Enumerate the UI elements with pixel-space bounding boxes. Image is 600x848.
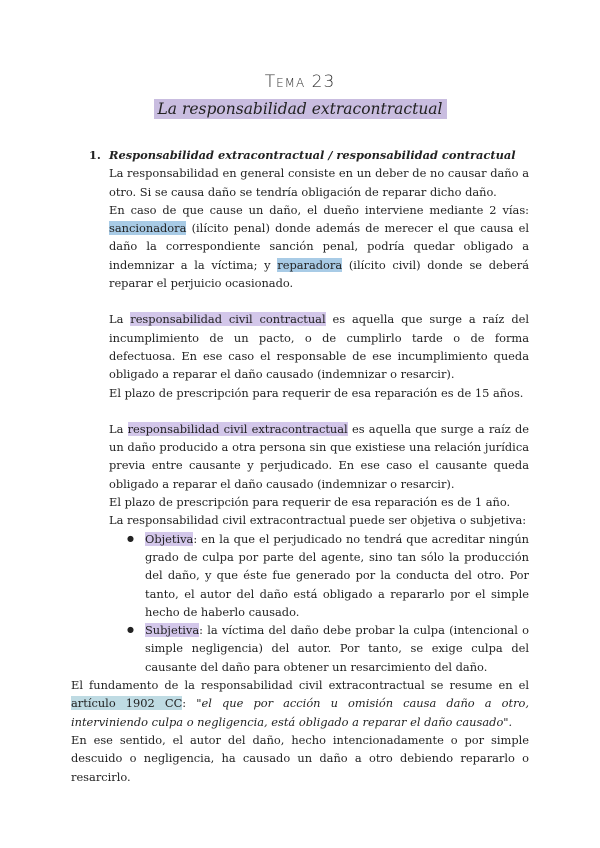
paragraph-text: La [109,312,124,327]
bullet-text: : la víctima del daño debe probar la culpa (intencional o simple negligencia) del autor. Por tanto, se exige culpa del causante del daño para obtener un resarcimiento del daño. [145,623,529,674]
highlight-subjetiva: Subjetiva [145,623,200,638]
paragraph-text: La [109,421,124,436]
page-subtitle: La responsabilidad extracontractual [154,99,447,119]
paragraph-definition: La responsabilidad en general consiste en un deber de no causar daño a otro. Si se causa daño se tendría obligación de reparar dicho daño. [109,166,529,199]
highlight-articulo: artículo 1902 CC [71,696,183,711]
paragraph-conclusion: En ese sentido, el autor del daño, hecho intencionadamente o por simple descuido o negligencia, ha causado un daño a otro debiendo repararlo o resarcirlo. [71,732,529,784]
highlight-reparadora: reparadora [277,257,343,272]
paragraph-prescription-15: El plazo de prescripción para requerir de esa reparación es de 15 años. [109,385,524,400]
list-item-objetiva [127,530,529,621]
spacer [71,402,529,420]
paragraph-contractual [109,310,529,383]
paragraph-extracontractual [109,420,529,493]
highlight-contractual: responsabilidad civil contractual [130,312,326,327]
subtitle-wrapper [0,99,600,119]
paragraph-prescription-1: El plazo de prescripción para requerir de esa reparación es de 1 año. [109,495,511,510]
highlight-sancionadora: sancionadora [109,221,187,236]
paragraph-text: : [182,696,187,711]
spacer [71,292,529,310]
paragraph-text: es aquella que surge a raíz de un daño producido a otra persona sin que existiese una relación jurídica previa entre causante y perjudicado. En ese caso el causante queda obligado a reparar el daño causado (indemnizar o resarcir). [109,421,530,491]
paragraph-text: El fundamento de la responsabilidad civil extracontractual se resume en el [71,678,529,693]
paragraph-vias [109,201,529,292]
section-heading-text: Responsabilidad extracontractual / responsabilidad contractual [109,148,516,162]
paragraph-text: es aquella que surge a raíz del incumplimiento de un pacto, o de cumplirlo tarde o de forma defectuosa. En ese caso el responsable de ese incumplimiento queda obligado a reparar el daño causado (indemnizar o resarcir). [109,312,529,382]
highlight-extracontractual: responsabilidad civil extracontractual [127,421,348,436]
paragraph-types: La responsabilidad civil extracontractual puede ser objetiva o subjetiva: [109,513,527,528]
highlight-objetiva: Objetiva [145,531,194,546]
paragraph-text: (ilícito civil) donde se deberá reparar el perjuicio ocasionado. [109,257,530,291]
paragraph-fundamento [71,676,529,731]
bullet-text: : en la que el perjudicado no tendrá que acreditar ningún grado de culpa por parte del agente, sino tan sólo la producción del daño, y que éste fue generado por la conducta del otro. Por tanto, el autor del daño está obligado a repararlo por el simple hecho de haberlo causado. [145,531,529,619]
quote-articulo: "el que por acción u omisión causa daño a otro, interviniendo culpa o negligencia, está obligado a reparar el daño causado". [71,696,529,729]
paragraph-text: (ilícito penal) donde además de merecer el que causa el daño la correspondiente sanción penal, podría quedar obligado a indemnizar a la víctima; y [109,221,529,272]
list-item-subjetiva [127,621,529,676]
section-heading [89,146,529,164]
types-list [127,530,529,676]
page-title: Tema 23 [264,72,336,92]
paragraph-text: En caso de que cause un daño, el dueño interviene mediante 2 vías: [109,202,529,217]
document-body [71,146,529,786]
section-number: 1. [89,148,101,162]
